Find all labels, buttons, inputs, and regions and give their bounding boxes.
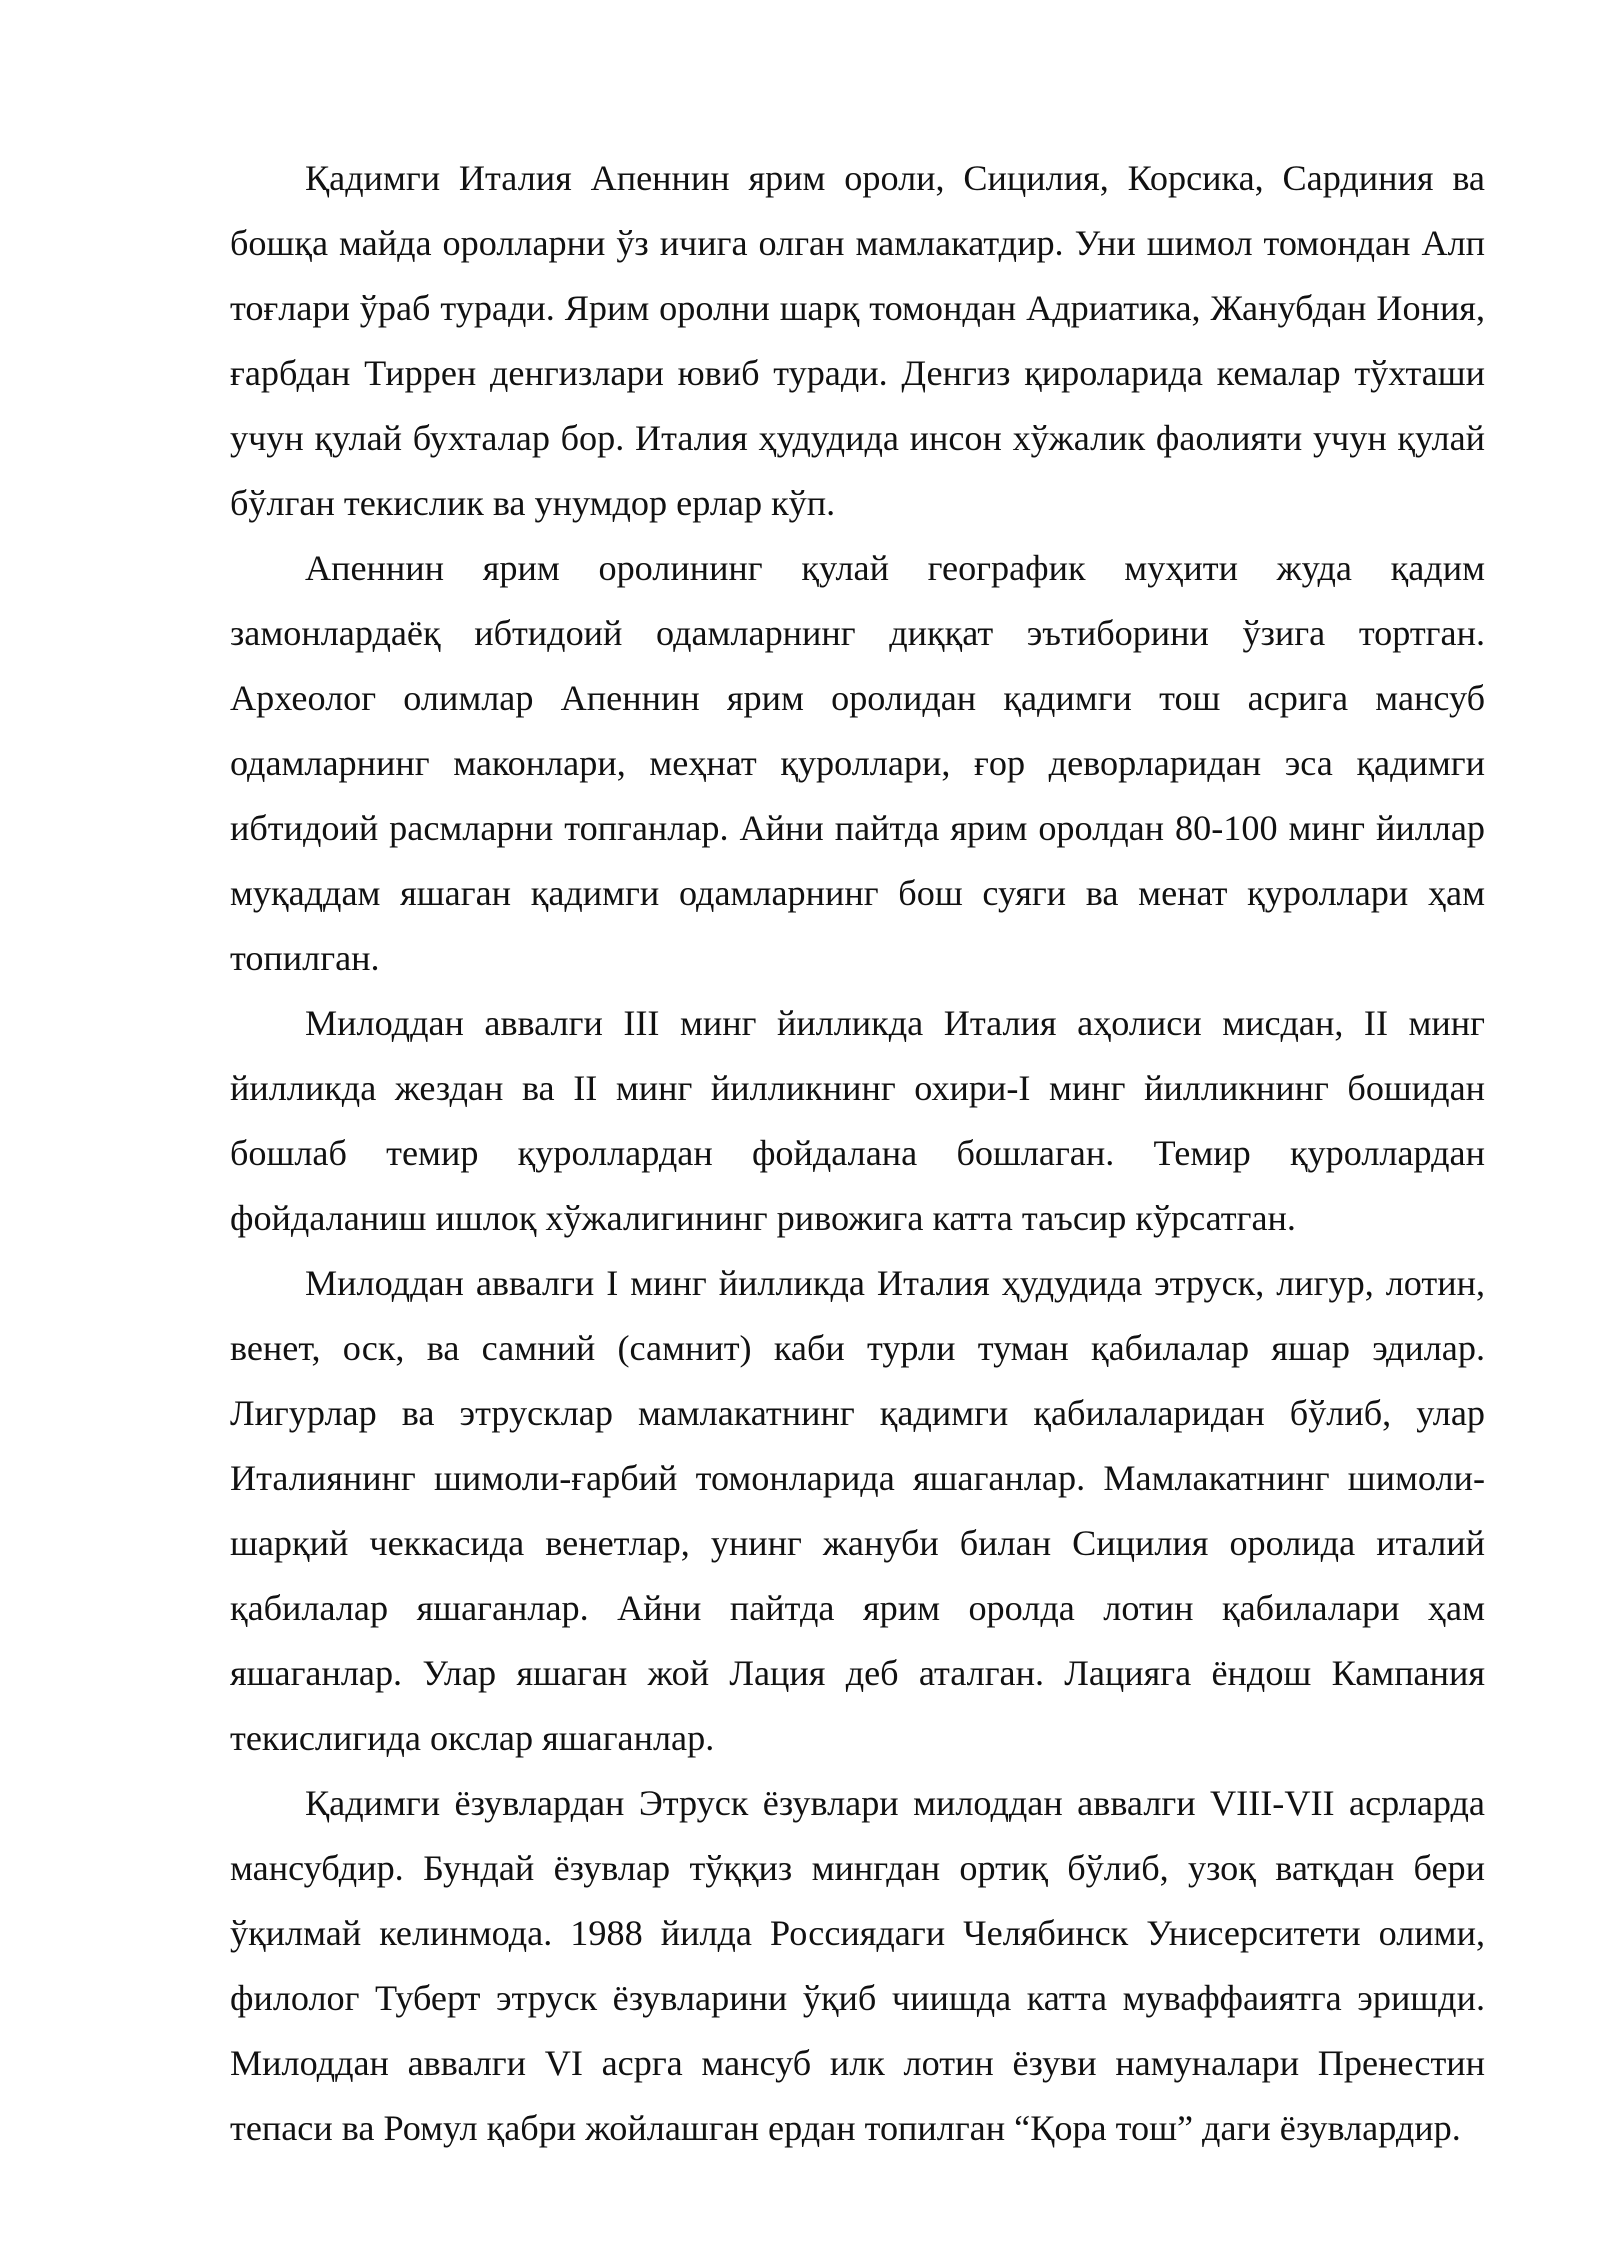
paragraph-etruscan-writing: Қадимги ёзувлардан Этруск ёзувлари милоддан аввалги VIII-VII асрларда мансубдир. Бундай ёзувлар тўққиз мингдан ортиқ бўлиб, узоқ ватқдан бери ўқилмай келинмода. 1988 йилда Россиядаги Челябинск Унисерситети олими, филолог Туберт этруск ёзувларини ўқиб чиишда катта муваффаиятга эришди. Милоддан аввалги VI асрга мансуб илк лотин ёзуви намуналари Пренестин тепаси ва Ромул қабри жойлашган ердан топилган “Қора тош” даги ёзувлардир.	[230, 1783, 1485, 2148]
paragraph-italy-geography: Қадимги Италия Апеннин ярим ороли, Сицилия, Корсика, Сардиния ва бошқа майда оролларни ўз ичига олган мамлакатдир. Уни шимол томондан Алп тоғлари ўраб туради. Ярим оролни шарқ томондан Адриатика, Жанубдан Иония, ғарбдан Тиррен денгизлари ювиб туради. Денгиз қироларида кемалар тўхташи учун қулай бухталар бор. Италия ҳудудида инсон хўжалик фаолияти учун қулай бўлган текислик ва унумдор ерлар кўп.	[230, 158, 1485, 523]
paragraph-tribes: Милоддан аввалги I минг йилликда Италия ҳудудида этруск, лигур, лотин, венет, оск, ва самний (самнит) каби турли туман қабилалар яшар эдилар. Лигурлар ва этрусклар мамлакатнинг қадимги қабилаларидан бўлиб, улар Италиянинг шимоли-ғарбий томонларида яшаганлар. Мамлакатнинг шимоли-шарқий чеккасида венетлар, унинг жануби билан Сицилия оролида италий қабилалар яшаганлар. Айни пайтда ярим оролда лотин қабилалари ҳам яшаганлар. Улар яшаган жой Лация деб аталган. Лацияга ёндош Кампания текислигида окслар яшаганлар.	[230, 1263, 1485, 1758]
document-body	[230, 146, 1485, 2161]
paragraph-ancient-settlement: Апеннин ярим оролининг қулай географик муҳити жуда қадим замонлардаёқ ибтидоий одамларнинг диққат эътиборини ўзига тортган. Археолог олимлар Апеннин ярим оролидан қадимги тош асрига мансуб одамларнинг маконлари, меҳнат қуроллари, ғор деворларидан эса қадимги ибтидоий расмларни топганлар. Айни пайтда ярим оролдан 80-100 минг йиллар муқаддам яшаган қадимги одамларнинг бош суяги ва менат қуроллари ҳам топилган.	[230, 548, 1485, 978]
paragraph-metal-tools: Милоддан аввалги III минг йилликда Италия аҳолиси мисдан, II минг йилликда жездан ва II минг йилликнинг охири-I минг йилликнинг бошидан бошлаб темир қуроллардан фойдалана бошлаган. Темир қуроллардан фойдаланиш ишлоқ хўжалигининг ривожига катта таъсир кўрсатган.	[230, 1003, 1485, 1238]
